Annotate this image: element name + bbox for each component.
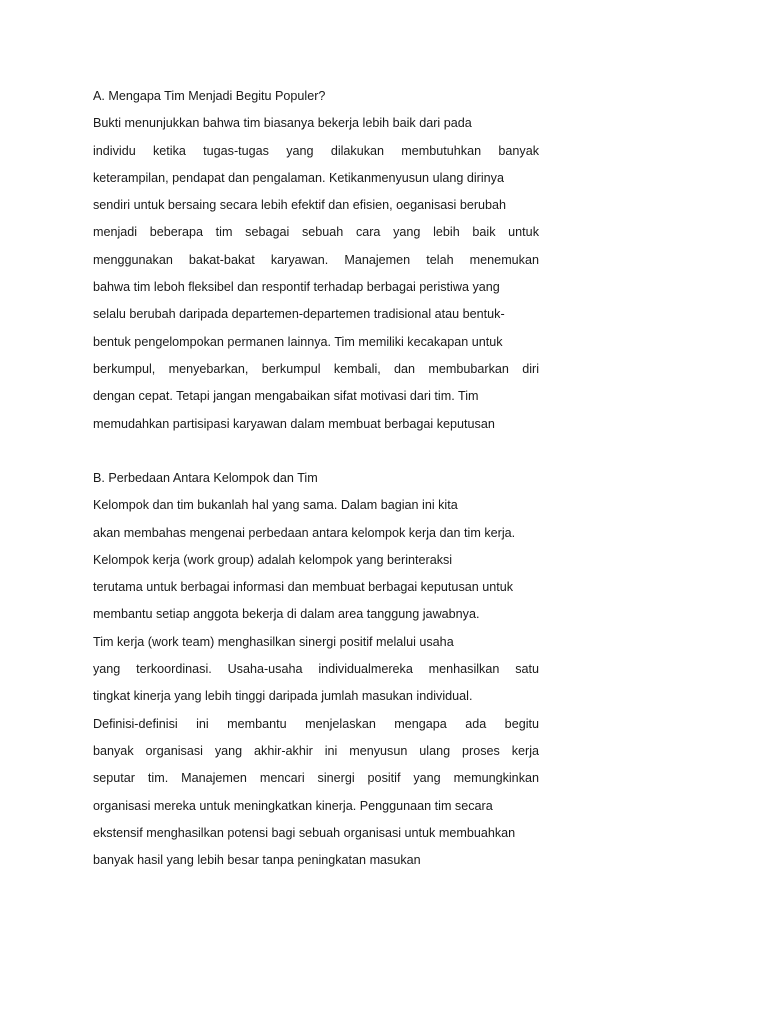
section-a-line: keterampilan, pendapat dan pengalaman. Ketikanmenyusun ulang dirinya bbox=[93, 170, 504, 185]
section-b-heading: B. Perbedaan Antara Kelompok dan Tim bbox=[93, 471, 318, 485]
section-a-line: menjadi beberapa tim sebagai sebuah cara yang lebih baik untuk bbox=[93, 225, 539, 240]
section-b-line: ekstensif menghasilkan potensi bagi sebuah organisasi untuk membuahkan bbox=[93, 825, 516, 840]
section-a bbox=[93, 86, 539, 441]
section-a-line: Bukti menunjukkan bahwa tim biasanya bekerja lebih baik dari pada bbox=[93, 116, 472, 131]
section-b-line: banyak hasil yang lebih besar tanpa peningkatan masukan bbox=[93, 853, 421, 868]
section-a-line: selalu berubah daripada departemen-departemen tradisional atau bentuk- bbox=[93, 307, 505, 322]
section-a-heading: A. Mengapa Tim Menjadi Begitu Populer? bbox=[93, 89, 326, 103]
section-b-line: banyak organisasi yang akhir-akhir ini menyusun ulang proses kerja bbox=[93, 743, 539, 758]
section-b-line: akan membahas mengenai perbedaan antara kelompok kerja dan tim kerja. bbox=[93, 525, 516, 540]
section-b-line: organisasi mereka untuk meningkatkan kinerja. Penggunaan tim secara bbox=[93, 798, 493, 813]
section-b-line: Kelompok dan tim bukanlah hal yang sama. Dalam bagian ini kita bbox=[93, 498, 458, 513]
section-b-line: tingkat kinerja yang lebih tinggi daripada jumlah masukan individual. bbox=[93, 689, 473, 704]
section-a-line: bahwa tim leboh fleksibel dan respontif terhadap berbagai peristiwa yang bbox=[93, 280, 500, 295]
section-a-line: bentuk pengelompokan permanen lainnya. Tim memiliki kecakapan untuk bbox=[93, 334, 503, 349]
section-b-line: Definisi-definisi ini membantu menjelaskan mengapa ada begitu bbox=[93, 716, 539, 731]
section-a-line: berkumpul, menyebarkan, berkumpul kembali, dan membubarkan diri bbox=[93, 361, 539, 376]
section-a-line: memudahkan partisipasi karyawan dalam membuat berbagai keputusan bbox=[93, 416, 495, 431]
section-a-line: dengan cepat. Tetapi jangan mengabaikan sifat motivasi dari tim. Tim bbox=[93, 389, 479, 404]
section-b bbox=[93, 468, 539, 877]
section-a-line: menggunakan bakat-bakat karyawan. Manajemen telah menemukan bbox=[93, 252, 539, 267]
section-b-line: seputar tim. Manajemen mencari sinergi positif yang memungkinkan bbox=[93, 771, 539, 786]
section-b-line: Tim kerja (work team) menghasilkan sinergi positif melalui usaha bbox=[93, 634, 454, 649]
section-a-line: sendiri untuk bersaing secara lebih efektif dan efisien, oeganisasi berubah bbox=[93, 198, 507, 213]
section-a-line: individu ketika tugas-tugas yang dilakukan membutuhkan banyak bbox=[93, 143, 539, 158]
section-b-line: terutama untuk berbagai informasi dan membuat berbagai keputusan untuk bbox=[93, 580, 514, 595]
section-b-line: membantu setiap anggota bekerja di dalam area tanggung jawabnya. bbox=[93, 607, 480, 622]
section-b-line: Kelompok kerja (work group) adalah kelompok yang berinteraksi bbox=[93, 552, 453, 567]
section-b-line: yang terkoordinasi. Usaha-usaha individualmereka menhasilkan satu bbox=[93, 662, 539, 677]
